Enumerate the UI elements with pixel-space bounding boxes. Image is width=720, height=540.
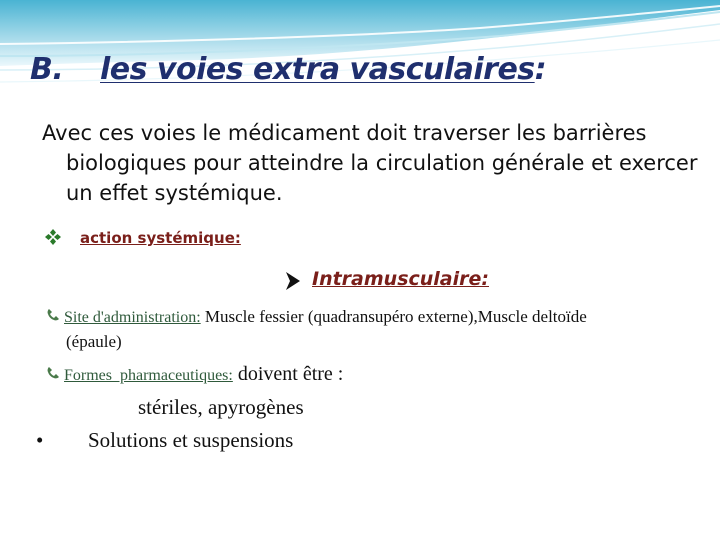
section-heading-intramuscular: Intramusculaire: (312, 268, 489, 290)
page-title (30, 52, 546, 87)
list-item-solutions (36, 428, 293, 453)
phone-bullet-icon (46, 366, 60, 380)
forms-label: Formes pharmaceutiques: (64, 367, 233, 384)
diamond-bullet-icon (44, 228, 62, 246)
list-item-forms (46, 362, 696, 388)
site-text: Muscle fessier (quadransupéro externe),Muscle deltoïde (200, 307, 587, 326)
site-text-line2: (épaule) (66, 332, 122, 351)
solutions-text: Solutions et suspensions (88, 428, 294, 452)
phone-bullet-icon (46, 308, 60, 322)
title-text: les voies extra vasculaires (100, 52, 535, 87)
title-suffix: : (534, 52, 547, 87)
list-item-sterile: stériles, apyrogènes (138, 395, 304, 419)
site-label: Site d'administration: (64, 309, 201, 326)
intro-paragraph: Avec ces voies le médicament doit traverser les barrières biologiques pour atteindre la circulation générale et exercer un effet systémique. (42, 121, 698, 205)
section-heading-systemic: action systémique: (80, 229, 241, 247)
forms-text: doivent être : (232, 363, 344, 385)
list-item-site (46, 305, 696, 354)
arrow-bullet-icon (284, 270, 302, 292)
bullet-dot: • (36, 428, 44, 452)
title-number: B. (30, 52, 64, 87)
